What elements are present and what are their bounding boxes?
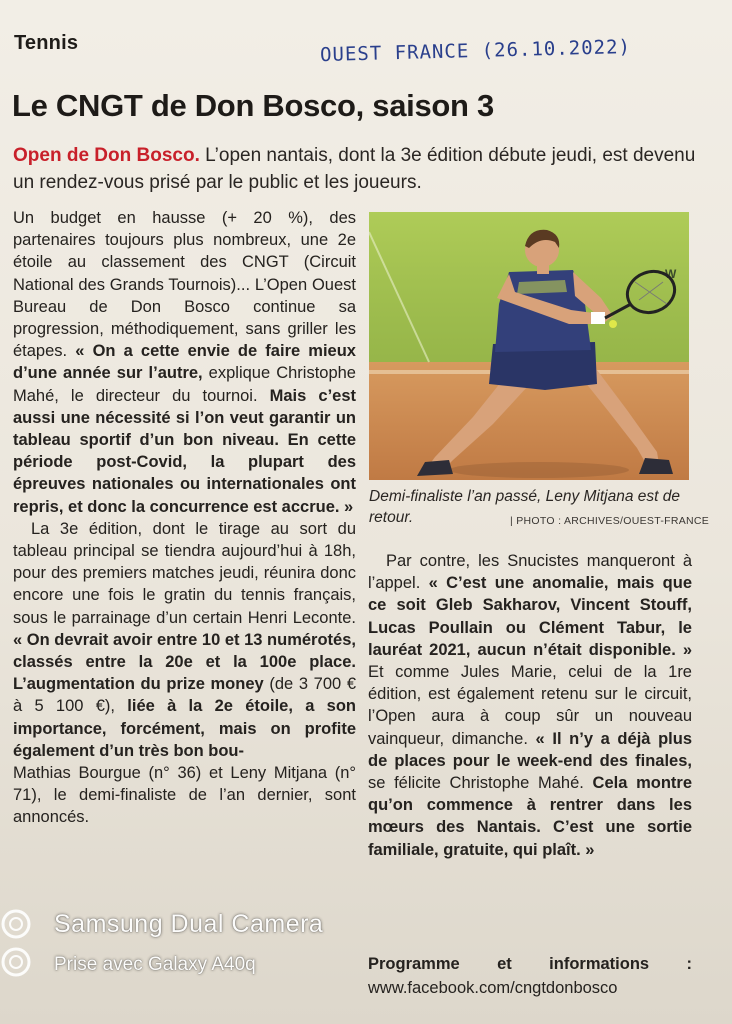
section-label: Tennis [14,32,79,54]
article-column-left [13,207,356,829]
watermark-line1: Samsung Dual Camera [54,910,324,938]
quote-run: Cela montre qu’on commence à rentrer dans les mœurs des Nantais. C’est une sortie familiale, gratuite, qui plaît. » [368,774,692,859]
more-info-block [368,952,692,1000]
article-photo [369,212,689,480]
quote-run: « Il n’y a déjà plus de places pour le week-end des finales, [368,729,692,770]
facebook-link[interactable]: www.facebook.com/cngtdonbosco [368,979,618,997]
tennis-player-illustration [369,212,689,480]
program-heading [368,952,692,976]
program-word: et [497,955,512,973]
caption-text: Demi-finaliste l’an passé, Leny Mitjana est de retour. [369,488,681,526]
text-run: se félicite Christophe Mahé. [368,774,593,793]
text-run: La 3e édition, dont le tirage au sort du tableau principal se tiendra aujourd’hui à 18h, pour des premiers matches jeudi, réunira donc encore une fois le gratin du tennis français, sous le parrainage d’un certain Henri Leconte. [13,519,356,627]
svg-text:W: W [665,267,677,281]
paragraph [13,207,356,518]
article-lede [13,142,719,196]
handwritten-source-note: OUEST FRANCE (26.10.2022) [319,35,632,67]
program-word: Programme [368,955,460,973]
paragraph [368,550,692,861]
text-run: (de 3 700 € à 5 100 €), [13,675,356,716]
article-headline: Le CNGT de Don Bosco, saison 3 [12,88,494,123]
photo-credit: | PHOTO : ARCHIVES/OUEST-FRANCE [510,515,710,527]
text-run: Par contre, les Snucistes manqueront à l’appel. [368,552,692,593]
program-word: informations [549,955,650,973]
quote-run: « C’est une anomalie, mais que ce soit Gleb Sakharov, Vincent Stouff, Lucas Poullain ou Clément Tabur, le lauréat 2021, aucun n’était disponible. » [368,574,692,659]
text-run: Mathias Bourgue (n° 36) et Leny Mitjana (n° 71), le demi-finaliste de l’an dernier, sont annoncés. [13,764,356,827]
quote-run: « On a cette envie de faire mieux d’une année sur l’autre, [13,342,356,383]
text-run: explique Christophe Mahé, le directeur du tournoi. [13,364,356,405]
text-run: Et comme Jules Marie, celui de la 1re édition, est également retenu sur le circuit, l’Open aura à coup sûr un nouveau vainqueur, dimanche. [368,663,692,748]
dual-camera-icon [0,906,40,982]
quote-run: « On devrait avoir entre 10 et 13 numérotés, classés entre la 20e et la 100e place. L’augmentation du prize money [13,630,356,694]
quote-run: liée à la 2e étoile, a son importance, forcément, mais on profite également d’un très bon bou- [13,697,356,760]
watermark-line2: Prise avec Galaxy A40q [54,954,256,975]
text-run: Un budget en hausse (+ 20 %), des partenaires toujours plus nombreux, une 2e étoile au classement des CNGT (Circuit National des Grands Tournois)... L’Open Ouest Bureau de Don Bosco continue sa progression, méthodiquement, sans griller les étapes. [13,209,356,361]
lede-kicker: Open de Don Bosco. [13,145,200,166]
quote-run: Mais c’est aussi une nécessité si l’on veut garantir un tableau sportif d’un bon niveau. En cette période post-Covid, la plupart des épreuves nationales ou internationales ont repris, et donc la concurrence est accrue. » [13,386,356,516]
lede-text: L’open nantais, dont la 3e édition débute jeudi, est devenu un rendez-vous prisé par le public et les joueurs. [13,145,696,193]
article-column-right [368,550,692,861]
program-colon: : [686,955,692,973]
paragraph [13,518,356,829]
